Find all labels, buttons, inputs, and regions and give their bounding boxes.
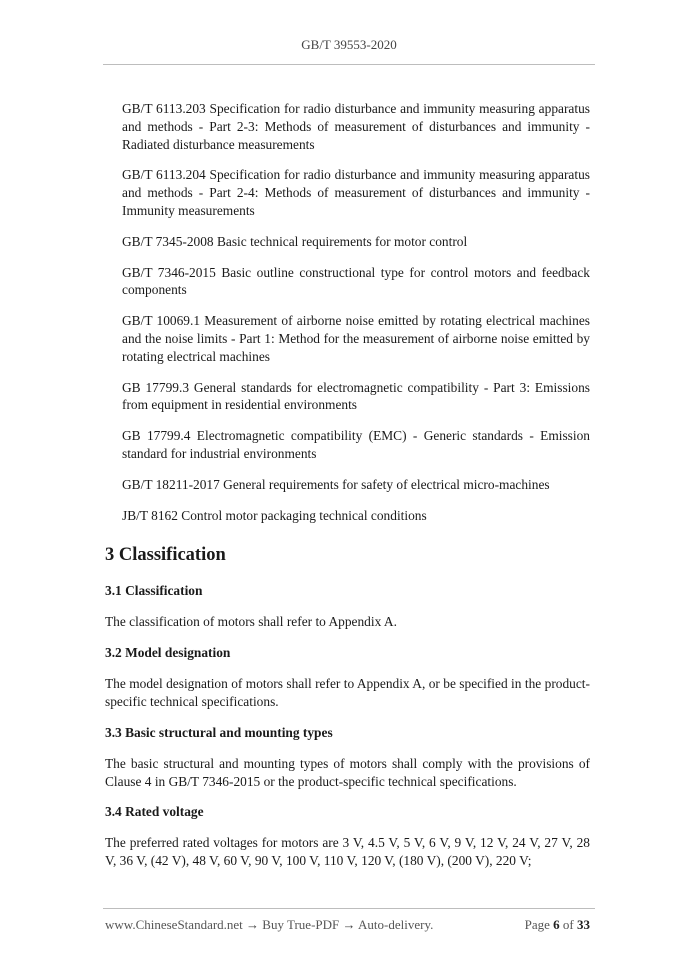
reference-item: GB/T 6113.203 Specification for radio disturbance and immunity measuring apparatus and methods - Part 2-3: Methods of measurement of disturbances and immunity - Radiated disturbance measurements [122, 101, 590, 152]
reference-item: GB 17799.4 Electromagnetic compatibility (EMC) - Generic standards - Emission standard for industrial environments [122, 428, 590, 461]
reference-item: GB/T 6113.204 Specification for radio disturbance and immunity measuring apparatus and methods - Part 2-4: Methods of measurement of disturbances and immunity - Immunity measurements [122, 167, 590, 218]
paragraph: The preferred rated voltages for motors are 3 V, 4.5 V, 5 V, 6 V, 9 V, 12 V, 24 V, 27 V, 28 V, 36 V, (42 V), 48 V, 60 V, 90 V, 100 V, 110 V, 120 V, (180 V), (200 V), 220 V; [105, 835, 590, 869]
subsection-heading: 3.2 Model designation [105, 645, 231, 661]
current-page: 6 [553, 917, 560, 932]
subsection-heading: 3.1 Classification [105, 583, 203, 599]
reference-item: GB/T 18211-2017 General requirements for safety of electrical micro-machines [122, 476, 550, 492]
page-header: GB/T 39553-2020 [301, 37, 397, 52]
site-link[interactable]: www.ChineseStandard.net [105, 917, 243, 932]
buy-link[interactable]: Buy True-PDF [262, 917, 340, 932]
of-label: of [562, 917, 574, 932]
document-body [105, 100, 590, 883]
reference-item: GB/T 10069.1 Measurement of airborne noise emitted by rotating electrical machines and the noise limits - Part 1: Method for the measurement of airborne noise emitted by rotating electrical machines [122, 313, 590, 364]
subsection-heading: 3.4 Rated voltage [105, 804, 204, 820]
footer-divider [103, 908, 595, 909]
reference-item: GB/T 7346-2015 Basic outline constructional type for control motors and feedback components [122, 264, 590, 298]
paragraph: The model designation of motors shall refer to Appendix A, or be specified in the product-specific technical specifications. [105, 676, 590, 709]
page-label: Page [524, 917, 550, 932]
reference-item: GB 17799.3 General standards for electromagnetic compatibility - Part 3: Emissions from equipment in residential environments [122, 379, 590, 413]
header-divider [103, 64, 595, 65]
page-number [525, 917, 590, 933]
paragraph: The classification of motors shall refer to Appendix A. [105, 614, 397, 630]
arrow-right-icon: → [246, 917, 260, 932]
section-heading: 3 Classification [105, 545, 226, 566]
total-pages: 33 [577, 917, 590, 932]
reference-item: JB/T 8162 Control motor packaging technical conditions [122, 507, 427, 523]
subsection-heading: 3.3 Basic structural and mounting types [105, 724, 333, 740]
delivery-text: Auto-delivery. [358, 917, 434, 932]
arrow-right-icon: → [342, 917, 356, 932]
paragraph: The basic structural and mounting types of motors shall comply with the provisions of Clause 4 in GB/T 7346-2015 or the product-specific technical specifications. [105, 755, 590, 789]
reference-item: GB/T 7345-2008 Basic technical requirements for motor control [122, 233, 468, 249]
footer-links [105, 917, 433, 933]
